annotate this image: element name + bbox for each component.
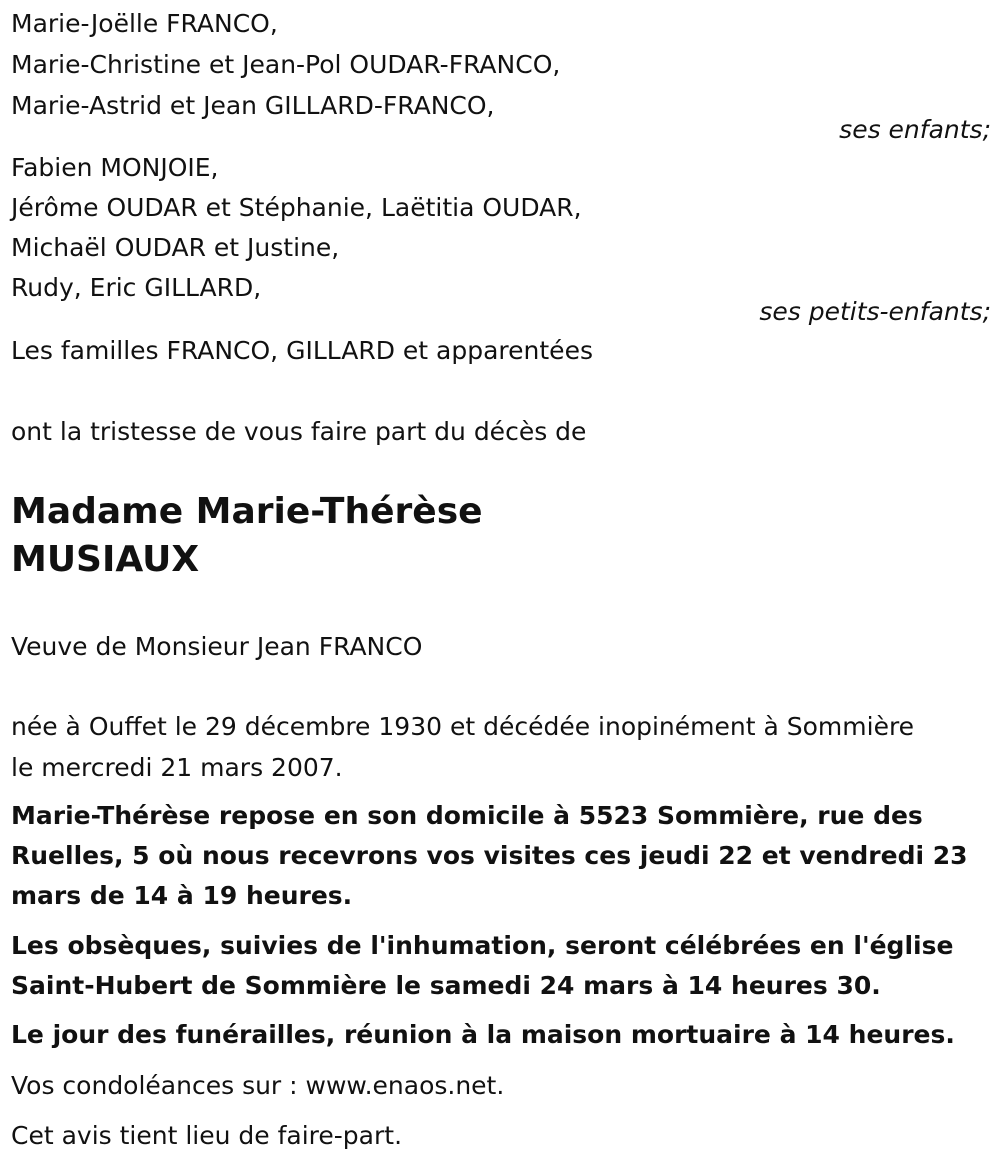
announcement-line: ont la tristesse de vous faire part du décès de (11, 417, 587, 446)
paragraph-line: Saint-Hubert de Sommière le samedi 24 mars à 14 heures 30. (11, 971, 881, 1000)
paragraph-line: Les obsèques, suivies de l'inhumation, seront célébrées en l'église (11, 931, 954, 960)
deceased-name-line-1: Madame Marie-Thérèse (11, 491, 483, 532)
widow-of-line: Veuve de Monsieur Jean FRANCO (11, 632, 423, 661)
grandchildren-role-label: ses petits-enfants; (759, 297, 991, 326)
child-name-line: Marie-Joëlle FRANCO, (11, 9, 278, 38)
child-name-line: Marie-Astrid et Jean GILLARD-FRANCO, (11, 91, 495, 120)
paragraph-line: le mercredi 21 mars 2007. (11, 753, 343, 782)
grandchild-name-line: Jérôme OUDAR et Stéphanie, Laëtitia OUDAR, (11, 193, 582, 222)
child-name-line: Marie-Christine et Jean-Pol OUDAR-FRANCO, (11, 50, 561, 79)
paragraph-line: née à Ouffet le 29 décembre 1930 et décédée inopinément à Sommière (11, 712, 915, 741)
grandchild-name-line: Michaël OUDAR et Justine, (11, 233, 340, 262)
grandchild-name-line: Fabien MONJOIE, (11, 153, 219, 182)
deceased-name-line-2: MUSIAUX (11, 539, 200, 580)
children-role-label: ses enfants; (839, 115, 991, 144)
paragraph-line: mars de 14 à 19 heures. (11, 881, 353, 910)
condolences-line: Vos condoléances sur : www.enaos.net. (11, 1071, 505, 1100)
paragraph-line: Marie-Thérèse repose en son domicile à 5523 Sommière, rue des (11, 801, 923, 830)
notice-line: Cet avis tient lieu de faire-part. (11, 1121, 403, 1150)
grandchild-name-line: Rudy, Eric GILLARD, (11, 273, 262, 302)
meeting-line: Le jour des funérailles, réunion à la maison mortuaire à 14 heures. (11, 1020, 955, 1049)
families-line: Les familles FRANCO, GILLARD et apparentées (11, 336, 593, 365)
paragraph-line: Ruelles, 5 où nous recevrons vos visites ces jeudi 22 et vendredi 23 (11, 841, 968, 870)
